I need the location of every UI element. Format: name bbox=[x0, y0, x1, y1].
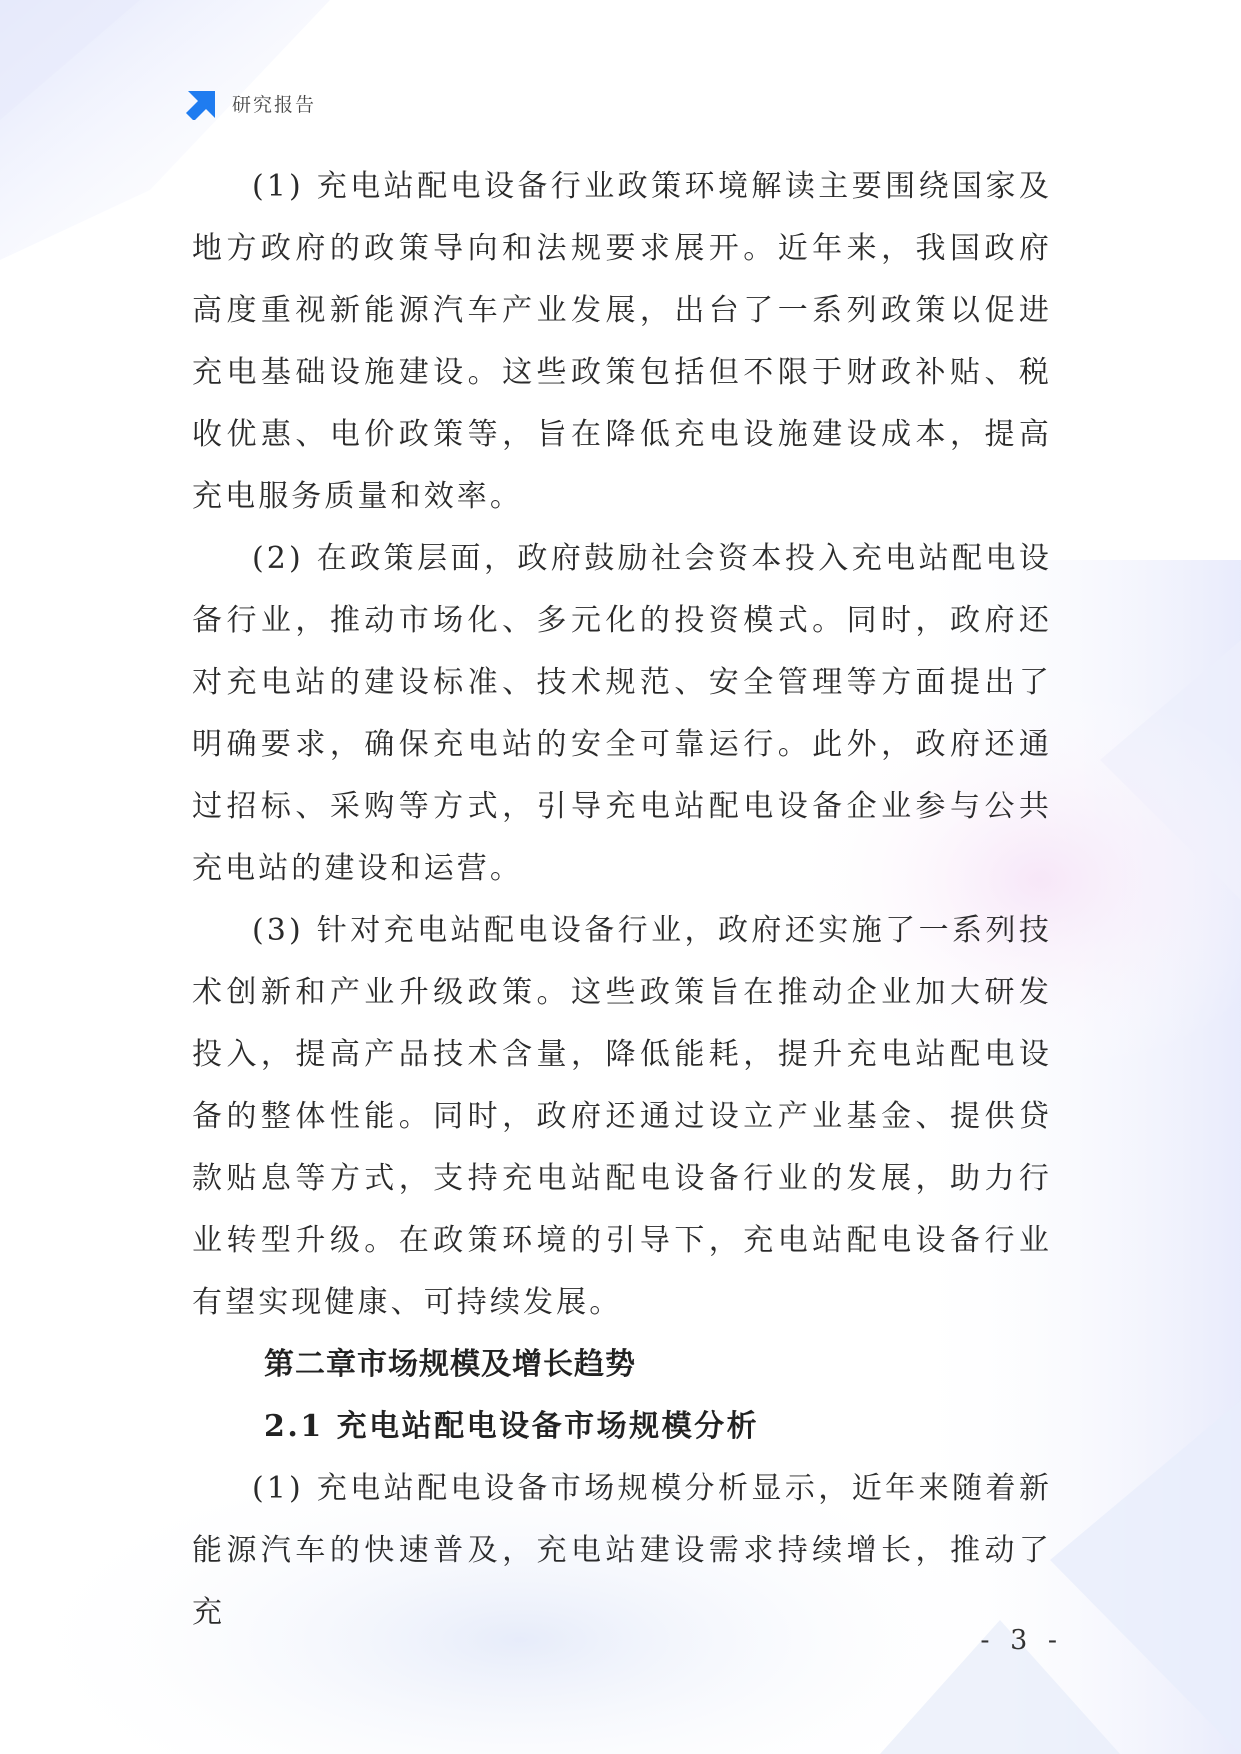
header bbox=[186, 86, 316, 120]
paragraph-2: (2) 在政策层面，政府鼓励社会资本投入充电站配电设备行业，推动市场化、多元化的投资模式。同时，政府还对充电站的建设标准、技术规范、安全管理等方面提出了明确要求，确保充电站的安全可靠运行。此外，政府还通过招标、采购等方式，引导充电站配电设备企业参与公共充电站的建设和运营。 bbox=[192, 541, 1052, 886]
paragraph-4: (1) 充电站配电设备市场规模分析显示，近年来随着新能源汽车的快速普及，充电站建设需求持续增长，推动了充 bbox=[192, 1471, 1052, 1630]
paragraph-3: (3) 针对充电站配电设备行业，政府还实施了一系列技术创新和产业升级政策。这些政策旨在推动企业加大研发投入，提高产品技术含量，降低能耗，提升充电站配电设备的整体性能。同时，政府还通过设立产业基金、提供贷款贴息等方式，支持充电站配电设备行业的发展，助力行业转型升级。在政策环境的引导下，充电站配电设备行业有望实现健康、可持续发展。 bbox=[192, 913, 1052, 1320]
chapter-title: 第二章市场规模及增长趋势 bbox=[264, 1347, 636, 1382]
page-number: - 3 - bbox=[980, 1625, 1063, 1656]
document-body bbox=[192, 156, 1052, 1644]
paragraph-1: (1) 充电站配电设备行业政策环境解读主要围绕国家及地方政府的政策导向和法规要求展开。近年来，我国政府高度重视新能源汽车产业发展，出台了一系列政策以促进充电基础设施建设。这些政策包括但不限于财政补贴、税收优惠、电价政策等，旨在降低充电设施建设成本，提高充电服务质量和效率。 bbox=[192, 169, 1052, 514]
section-title: 2.1 充电站配电设备市场规模分析 bbox=[264, 1409, 760, 1444]
header-label: 研究报告 bbox=[232, 93, 317, 116]
arrow-logo-icon bbox=[186, 86, 220, 120]
